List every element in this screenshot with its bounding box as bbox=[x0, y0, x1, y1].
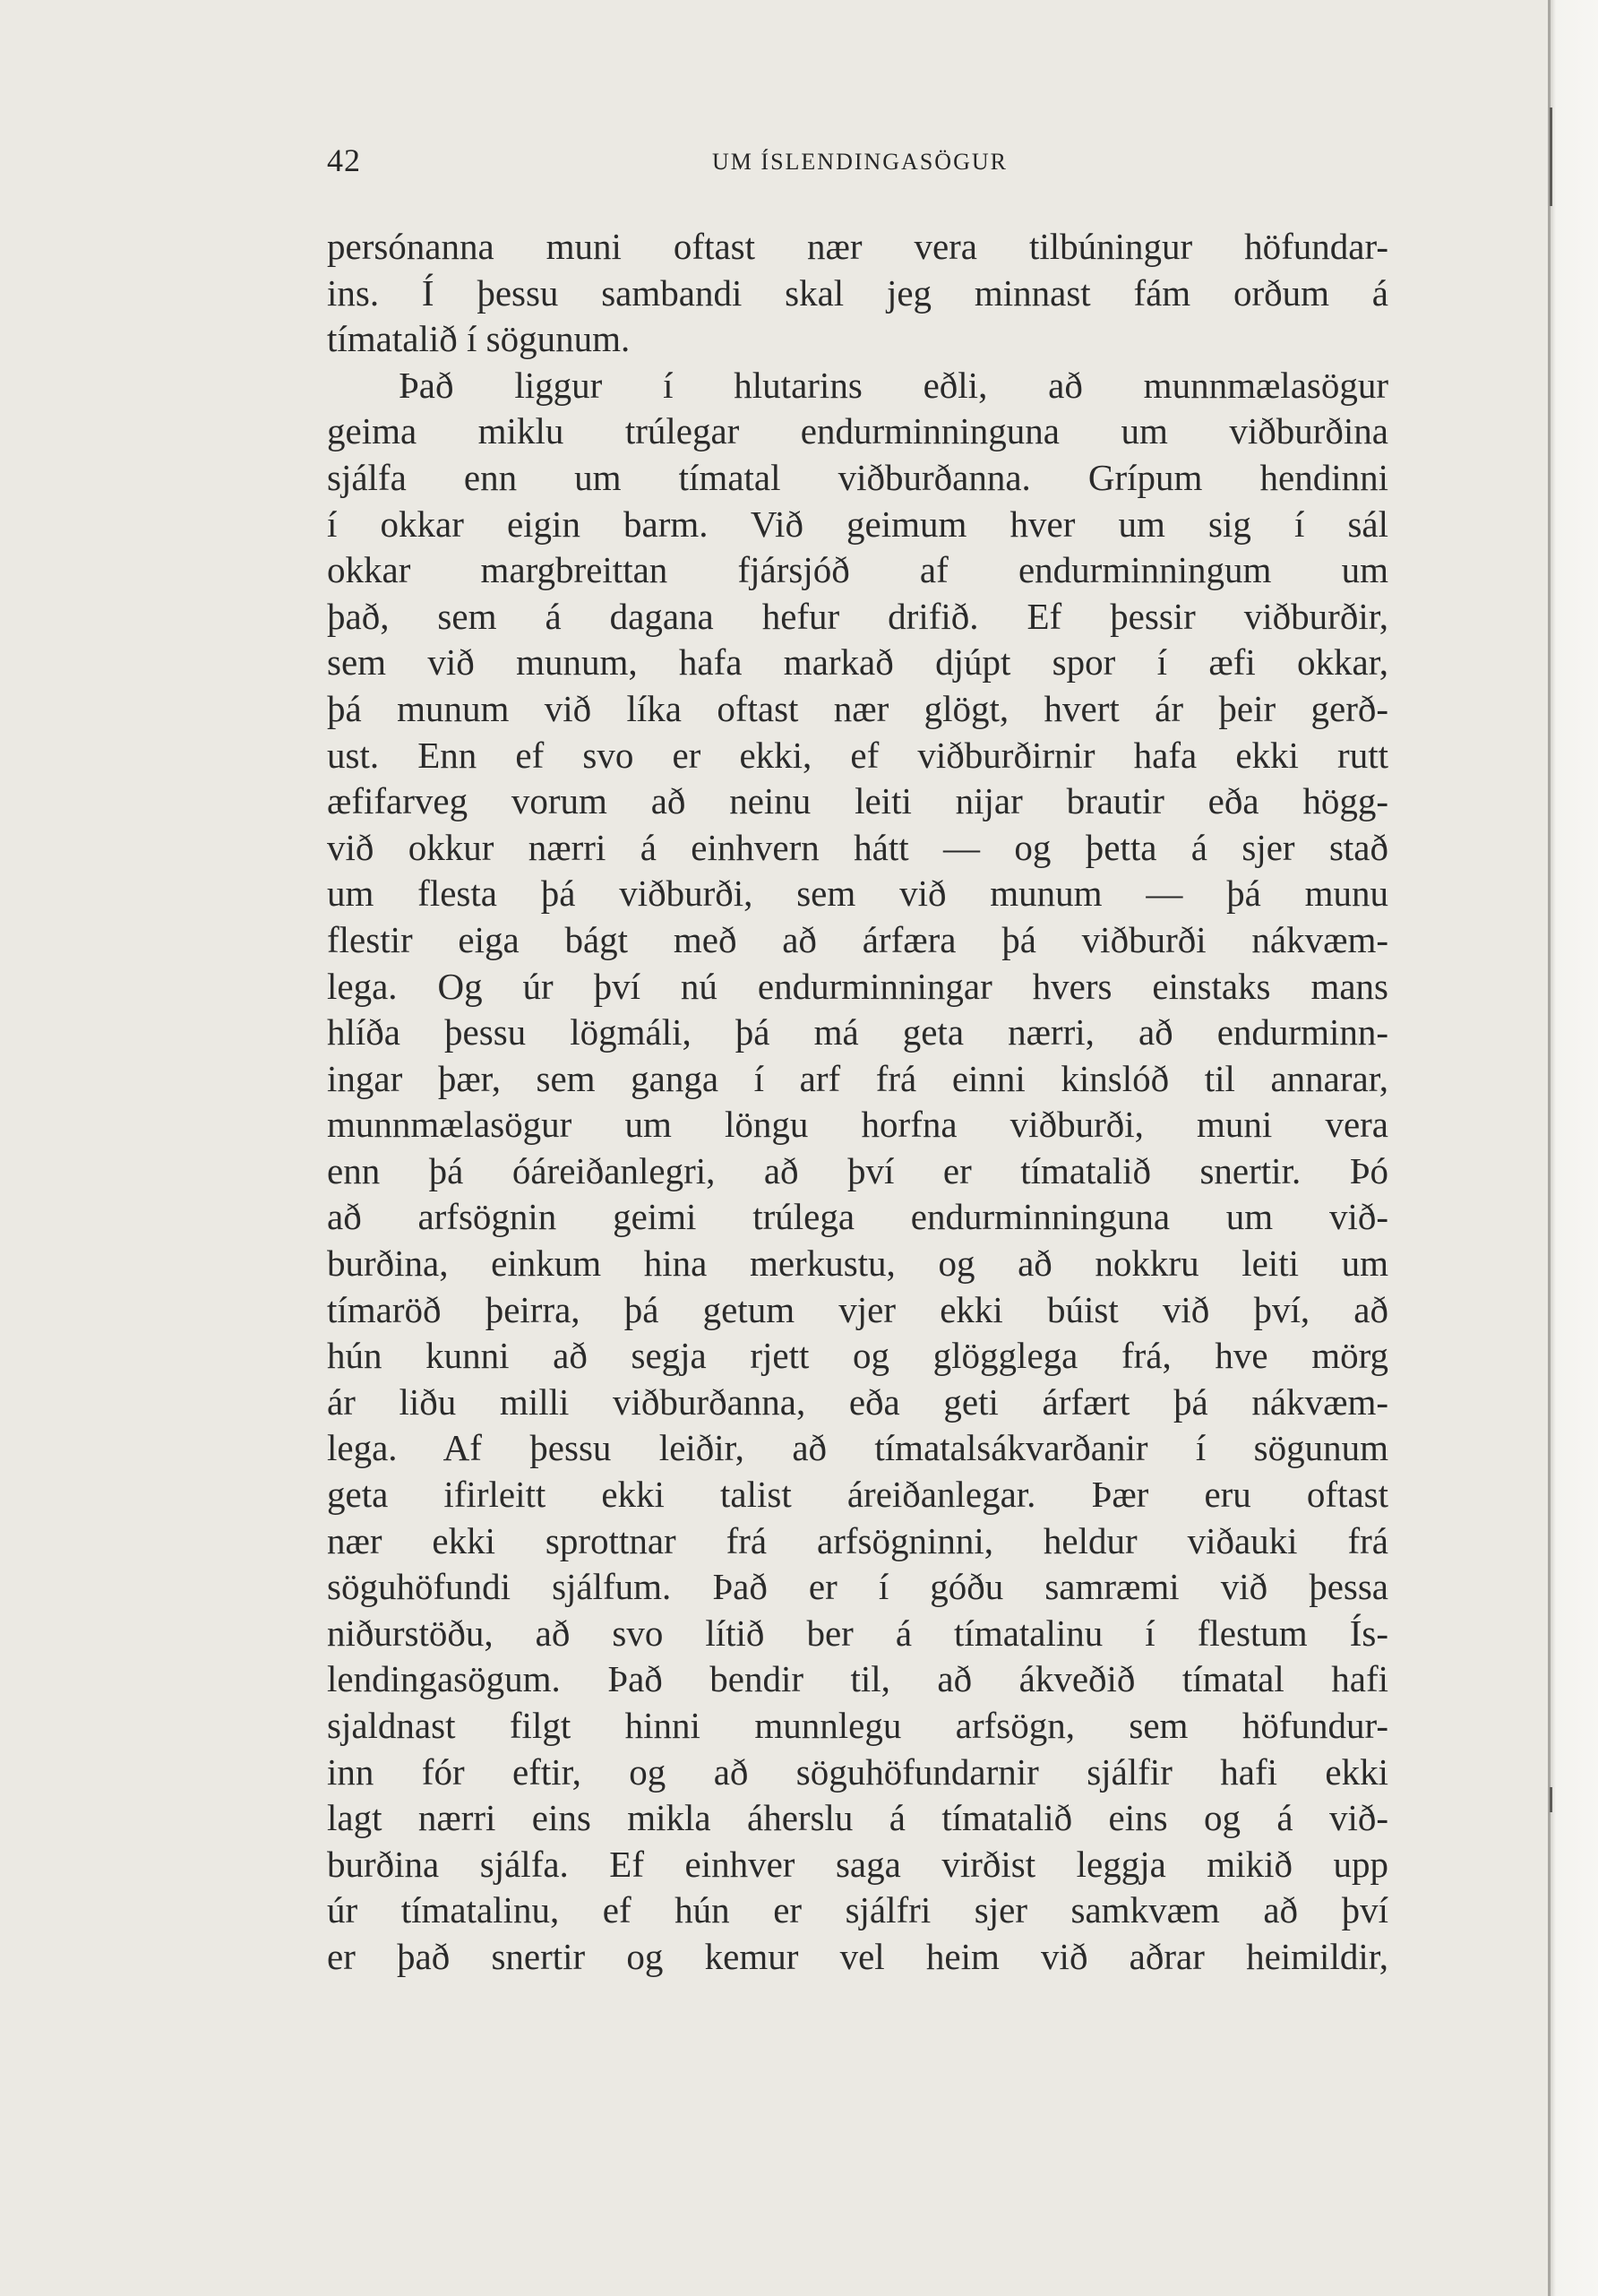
text-line: burðina sjálfa. Ef einhver saga virðist leggja mikið upp bbox=[327, 1843, 1388, 1885]
text-line: lega. Af þessu leiðir, að tímatalsákvarðanir í sögunum bbox=[327, 1427, 1388, 1469]
text-line: niðurstöðu, að svo lítið ber á tímatalinu í flestum Ís- bbox=[327, 1612, 1388, 1654]
text-line: enn þá óáreiðanlegri, að því er tímatalið snertir. Þó bbox=[327, 1149, 1388, 1191]
text-line: flestir eiga bágt með að árfæra þá viðburði nákvæm- bbox=[327, 918, 1388, 960]
text-line: sem við munum, hafa markað djúpt spor í æfi okkar, bbox=[327, 641, 1388, 684]
scan-mark bbox=[1550, 107, 1552, 206]
text-line: okkar margbreittan fjársjóð af endurminningum um bbox=[327, 549, 1388, 591]
text-line: sjálfa enn um tímatal viðburðanna. Grípum hendinni bbox=[327, 456, 1388, 498]
text-line: um flesta þá viðburði, sem við munum — þá munu bbox=[327, 873, 1388, 915]
text-line: er það snertir og kemur vel heim við aðrar heimildir, bbox=[327, 1935, 1388, 1977]
body-text bbox=[327, 224, 1388, 1981]
text-line: þá munum við líka oftast nær glögt, hvert ár þeir gerð- bbox=[327, 687, 1388, 729]
running-title: UM ÍSLENDINGASÖGUR bbox=[712, 149, 1008, 175]
text-line: Það liggur í hlutarins eðli, að munnmælasögur bbox=[399, 364, 1388, 406]
text-line: sjaldnast filgt hinni munnlegu arfsögn, sem höfundur- bbox=[327, 1705, 1388, 1746]
page-number: 42 bbox=[327, 142, 361, 178]
text-line: lega. Og úr því nú endurminningar hvers einstaks mans bbox=[327, 965, 1388, 1007]
text-line: tímatalið í sögunum. bbox=[327, 318, 631, 360]
text-line: æfifarveg vorum að neinu leiti nijar brautir eða högg- bbox=[327, 780, 1388, 822]
text-line: ár liðu milli viðburðanna, eða geti árfært þá nákvæm- bbox=[327, 1380, 1388, 1423]
text-line: hlíða þessu lögmáli, þá má geta nærri, að endurminn- bbox=[327, 1011, 1388, 1053]
running-head bbox=[327, 142, 1393, 186]
text-line: ust. Enn ef svo er ekki, ef viðburðirnir hafa ekki rutt bbox=[327, 734, 1388, 776]
text-line: það, sem á dagana hefur drifið. Ef þessir viðburðir, bbox=[327, 595, 1388, 637]
text-line: úr tímatalinu, ef hún er sjálfri sjer samkvæm að því bbox=[327, 1889, 1388, 1931]
text-line: inn fór eftir, og að söguhöfundarnir sjálfir hafi ekki bbox=[327, 1750, 1388, 1793]
text-line: geta ifirleitt ekki talist áreiðanlegar. Þær eru oftast bbox=[327, 1474, 1388, 1516]
text-line: persónanna muni oftast nær vera tilbúningur höfundar- bbox=[327, 226, 1388, 267]
text-line: burðina, einkum hina merkustu, og að nokkru leiti um bbox=[327, 1243, 1388, 1285]
text-line: ingar þær, sem ganga í arf frá einni kinslóð til annarar, bbox=[327, 1057, 1388, 1099]
text-line: söguhöfundi sjálfum. Það er í góðu samræmi við þessa bbox=[327, 1566, 1388, 1608]
text-line: geima miklu trúlegar endurminninguna um viðburðina bbox=[327, 410, 1388, 452]
scan-mark bbox=[1550, 1787, 1552, 1812]
text-line: tímaröð þeirra, þá getum vjer ekki búist við því, að bbox=[327, 1288, 1388, 1330]
text-line: nær ekki sprottnar frá arfsögninni, heldur viðauki frá bbox=[327, 1519, 1388, 1561]
text-line: í okkar eigin barm. Við geimum hver um sig í sál bbox=[327, 503, 1388, 545]
text-line: hún kunni að segja rjett og glögglega frá, hve mörg bbox=[327, 1335, 1388, 1377]
text-line: munnmælasögur um löngu horfna viðburði, muni vera bbox=[327, 1104, 1388, 1146]
text-line: lagt nærri eins mikla áherslu á tímatalið eins og á við- bbox=[327, 1797, 1388, 1839]
text-line: ins. Í þessu sambandi skal jeg minnast fám orðum á bbox=[327, 271, 1388, 314]
text-line: við okkur nærri á einhvern hátt — og þetta á sjer stað bbox=[327, 826, 1388, 868]
text-line: að arfsögnin geimi trúlega endurminninguna um við- bbox=[327, 1196, 1388, 1238]
page-edge bbox=[1548, 0, 1598, 2296]
text-line: lendingasögum. Það bendir til, að ákveðið tímatal hafi bbox=[327, 1658, 1388, 1700]
